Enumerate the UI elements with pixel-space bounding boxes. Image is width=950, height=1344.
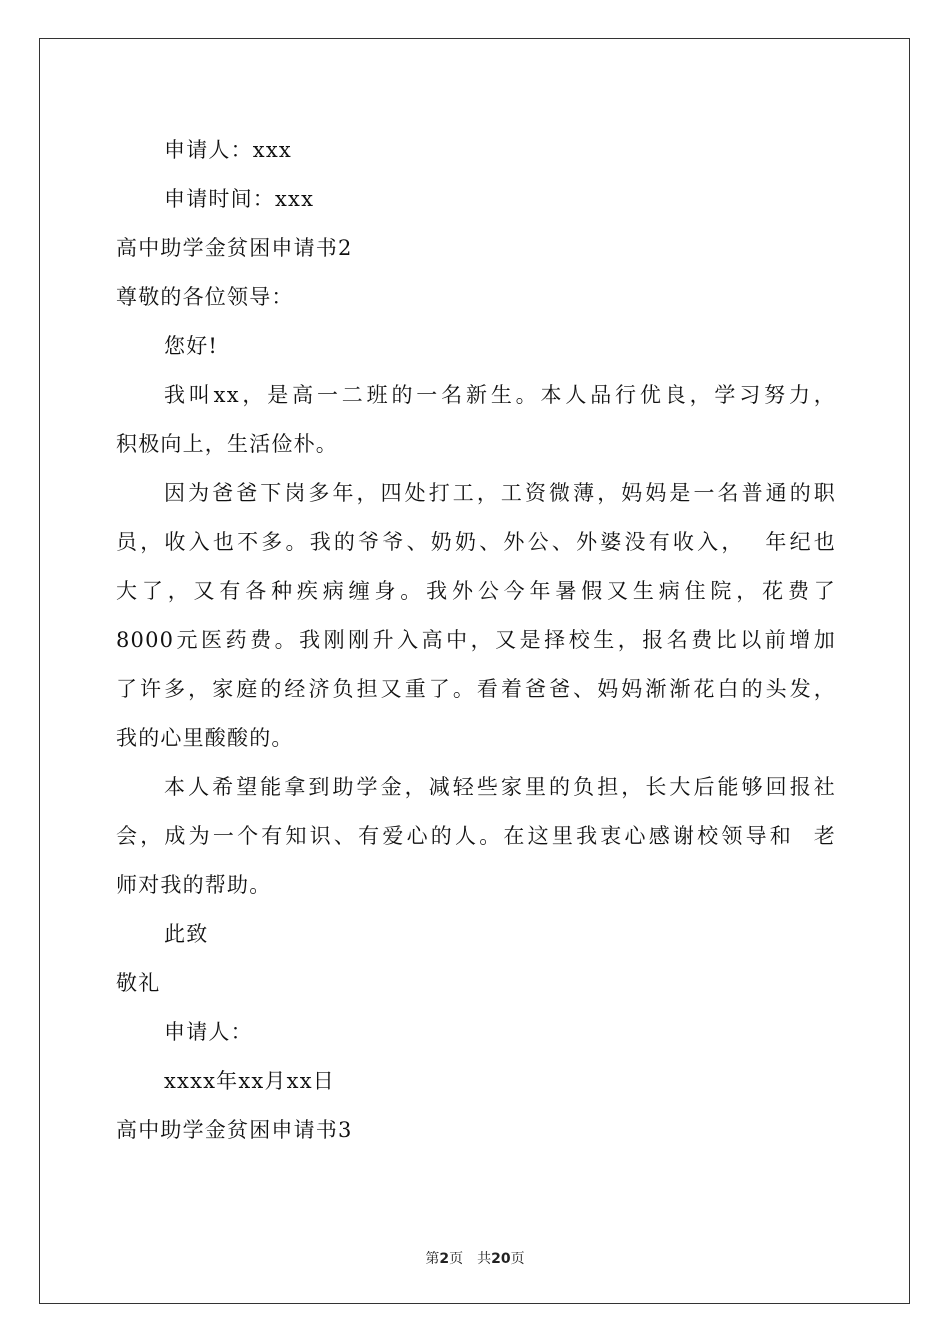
paragraph-line: 了许多，家庭的经济负担又重了。看着爸爸、妈妈渐渐花白的头发， [116,677,836,701]
paragraph-line: 本人希望能拿到助学金，减轻些家里的负担，长大后能够回报社 [164,775,836,799]
greeting: 您好! [164,334,219,358]
section-heading: 高中助学金贫困申请书3 [116,1118,353,1142]
paragraph-intro [116,371,836,469]
date-line: xxxx年xx月xx日 [164,1069,335,1093]
paragraph-line: 我的心里酸酸的。 [116,726,294,750]
paragraph-line: 会，成为一个有知识、有爱心的人。在这里我衷心感谢校领导和 老 [116,824,836,848]
applicant-line: 申请人：xxx [164,138,292,162]
closing-line: 此致 [164,922,209,946]
page-suffix: 页 [449,1251,464,1267]
paragraph-hope [116,763,836,910]
paragraph-line: 积极向上，生活俭朴。 [116,432,338,456]
paragraph-family [116,469,836,763]
page-prefix: 第 [425,1251,440,1267]
total-suffix: 页 [510,1251,525,1267]
paragraph-line: 大了，又有各种疾病缠身。我外公今年暑假又生病住院，花费了 [116,579,836,603]
page-current: 2 [439,1251,450,1267]
page-total: 20 [491,1251,511,1267]
applicant-signature: 申请人： [164,1020,253,1044]
paragraph-line: 我叫xx，是高一二班的一名新生。本人品行优良，学习努力， [164,383,836,407]
paragraph-line: 8000元医药费。我刚刚升入高中，又是择校生，报名费比以前增加 [116,628,836,652]
document-body [116,126,836,1155]
page-footer [0,1248,950,1268]
paragraph-line: 员，收入也不多。我的爷爷、奶奶、外公、外婆没有收入， 年纪也 [116,530,836,554]
apply-time-line: 申请时间：xxx [164,187,315,211]
salutation: 尊敬的各位领导： [116,285,294,309]
closing-salute: 敬礼 [116,971,161,995]
paragraph-line: 师对我的帮助。 [116,873,272,897]
paragraph-line: 因为爸爸下岗多年，四处打工，工资微薄，妈妈是一名普通的职 [164,481,836,505]
total-prefix: 共 [477,1251,492,1267]
section-heading: 高中助学金贫困申请书2 [116,236,353,260]
